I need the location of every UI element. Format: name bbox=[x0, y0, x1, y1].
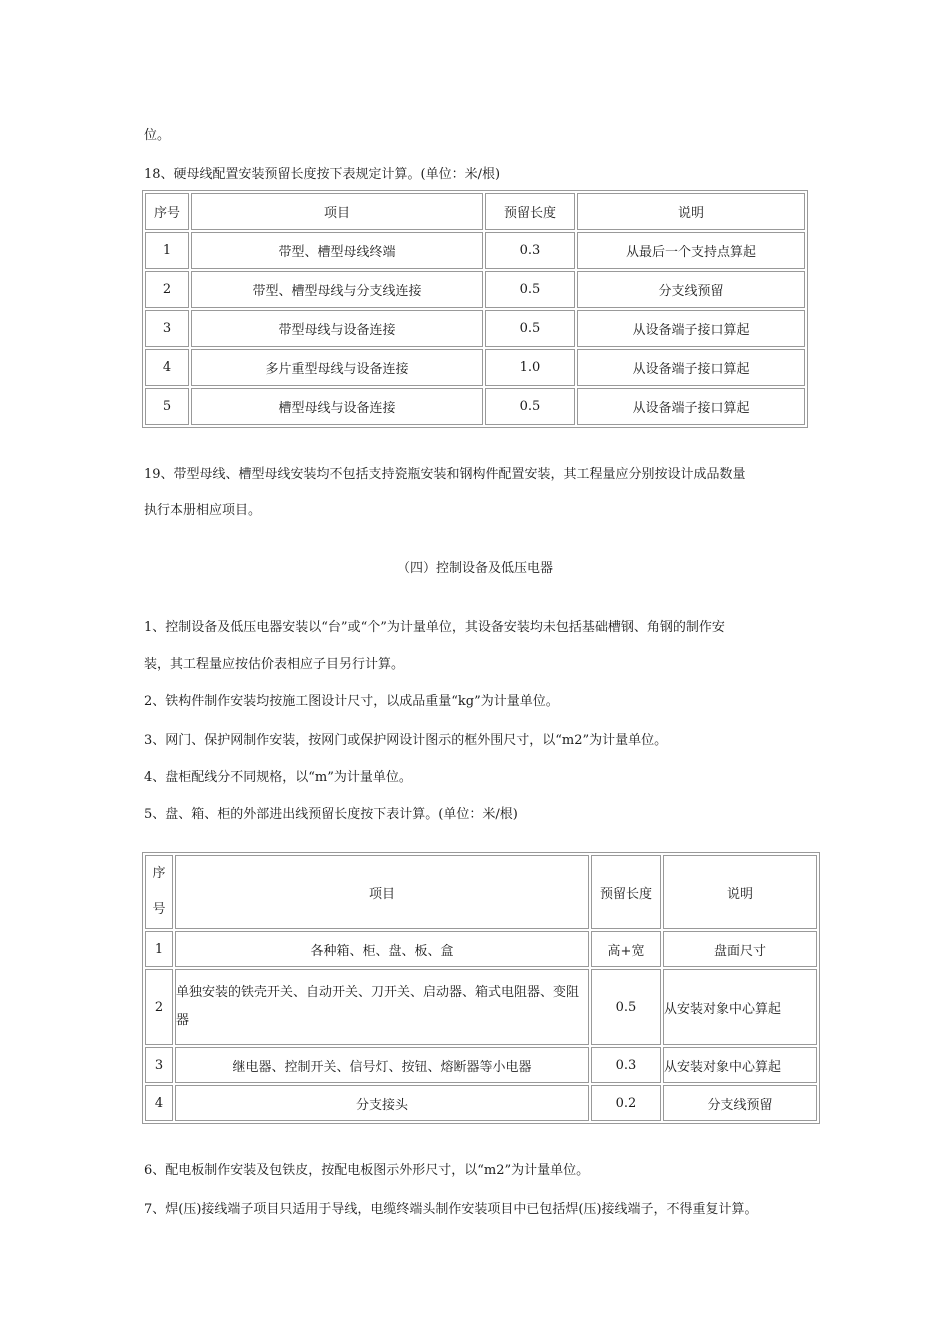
table-row bbox=[145, 310, 805, 347]
header-note: 说明 bbox=[577, 193, 805, 230]
header-no-line2: 号 bbox=[152, 902, 166, 917]
section-title: （四）控制设备及低压电器 bbox=[396, 561, 553, 576]
paragraph-1-line1: 1、控制设备及低压电器安装以“台”或“个”为计量单位，其设备安装均未包括基础槽钢、角钢的制作安 bbox=[144, 620, 725, 635]
paragraph-continuation: 位。 bbox=[144, 128, 171, 143]
header-no-line1: 序 bbox=[152, 866, 166, 881]
cell-item: 继电器、控制开关、信号灯、按钮、熔断器等小电器 bbox=[175, 1047, 589, 1083]
paragraph-1-line2: 装，其工程量应按估价表相应子目另行计算。 bbox=[144, 657, 405, 672]
table-row bbox=[145, 1047, 817, 1083]
cell-item: 分支接头 bbox=[175, 1085, 589, 1121]
cell-item: 单独安装的铁壳开关、自动开关、刀开关、启动器、箱式电阻器、变阻器 bbox=[175, 969, 589, 1045]
header-item: 项目 bbox=[191, 193, 483, 230]
cell-item: 带型、槽型母线终端 bbox=[191, 232, 483, 269]
busbar-reserve-table bbox=[142, 190, 808, 428]
table-row bbox=[145, 969, 817, 1045]
cell-note: 从最后一个支持点算起 bbox=[577, 232, 805, 269]
cell-no: 3 bbox=[145, 1047, 173, 1083]
table-row bbox=[145, 271, 805, 308]
cell-length: 1.0 bbox=[485, 349, 575, 386]
cell-length: 高+宽 bbox=[591, 931, 661, 967]
table-row bbox=[145, 1085, 817, 1121]
cell-no: 3 bbox=[145, 310, 189, 347]
cell-length: 0.5 bbox=[485, 388, 575, 425]
cell-no: 4 bbox=[145, 1085, 173, 1121]
table-row bbox=[145, 232, 805, 269]
table-header-row bbox=[145, 855, 817, 929]
cell-item: 槽型母线与设备连接 bbox=[191, 388, 483, 425]
paragraph-18: 18、硬母线配置安装预留长度按下表规定计算。(单位：米/根) bbox=[144, 167, 501, 182]
cell-length: 0.5 bbox=[591, 969, 661, 1045]
table-row bbox=[145, 388, 805, 425]
cell-length: 0.5 bbox=[485, 310, 575, 347]
cell-length: 0.2 bbox=[591, 1085, 661, 1121]
table-header-row bbox=[145, 193, 805, 230]
paragraph-19-line1: 19、带型母线、槽型母线安装均不包括支持瓷瓶安装和钢构件配置安装，其工程量应分别按设计成品数量 bbox=[144, 467, 746, 482]
paragraph-19-line2: 执行本册相应项目。 bbox=[144, 503, 262, 518]
cell-no: 1 bbox=[145, 232, 189, 269]
cell-length: 0.5 bbox=[485, 271, 575, 308]
cell-no: 2 bbox=[145, 271, 189, 308]
header-note: 说明 bbox=[663, 855, 817, 929]
cell-item: 带型母线与设备连接 bbox=[191, 310, 483, 347]
cell-no: 2 bbox=[145, 969, 173, 1045]
cabinet-reserve-table bbox=[142, 852, 820, 1124]
cell-no: 4 bbox=[145, 349, 189, 386]
table-row bbox=[145, 931, 817, 967]
paragraph-4: 4、盘柜配线分不同规格，以“m”为计量单位。 bbox=[144, 770, 412, 785]
header-no: 序号 bbox=[145, 193, 189, 230]
cell-length: 0.3 bbox=[485, 232, 575, 269]
cell-note: 从设备端子接口算起 bbox=[577, 349, 805, 386]
paragraph-7: 7、焊(压)接线端子项目只适用于导线，电缆终端头制作安装项目中已包括焊(压)接线端子，不得重复计算。 bbox=[144, 1202, 758, 1217]
cell-note: 从设备端子接口算起 bbox=[577, 310, 805, 347]
header-length: 预留长度 bbox=[591, 855, 661, 929]
header-item: 项目 bbox=[175, 855, 589, 929]
header-length: 预留长度 bbox=[485, 193, 575, 230]
paragraph-6: 6、配电板制作安装及包铁皮，按配电板图示外形尺寸，以“m2”为计量单位。 bbox=[144, 1163, 590, 1178]
cell-item: 多片重型母线与设备连接 bbox=[191, 349, 483, 386]
paragraph-5: 5、盘、箱、柜的外部进出线预留长度按下表计算。(单位：米/根) bbox=[144, 807, 518, 822]
table-row bbox=[145, 349, 805, 386]
cell-item: 各种箱、柜、盘、板、盒 bbox=[175, 931, 589, 967]
paragraph-3: 3、网门、保护网制作安装，按网门或保护网设计图示的框外围尺寸，以“m2”为计量单位。 bbox=[144, 733, 668, 748]
header-no bbox=[145, 855, 173, 929]
cell-item: 带型、槽型母线与分支线连接 bbox=[191, 271, 483, 308]
cell-note: 从安装对象中心算起 bbox=[663, 1047, 817, 1083]
paragraph-2: 2、铁构件制作安装均按施工图设计尺寸，以成品重量“kg”为计量单位。 bbox=[144, 694, 559, 709]
cell-note: 分支线预留 bbox=[577, 271, 805, 308]
cell-note: 盘面尺寸 bbox=[663, 931, 817, 967]
cell-length: 0.3 bbox=[591, 1047, 661, 1083]
cell-no: 5 bbox=[145, 388, 189, 425]
cell-note: 从设备端子接口算起 bbox=[577, 388, 805, 425]
cell-note: 分支线预留 bbox=[663, 1085, 817, 1121]
cell-note: 从安装对象中心算起 bbox=[663, 969, 817, 1045]
cell-no: 1 bbox=[145, 931, 173, 967]
